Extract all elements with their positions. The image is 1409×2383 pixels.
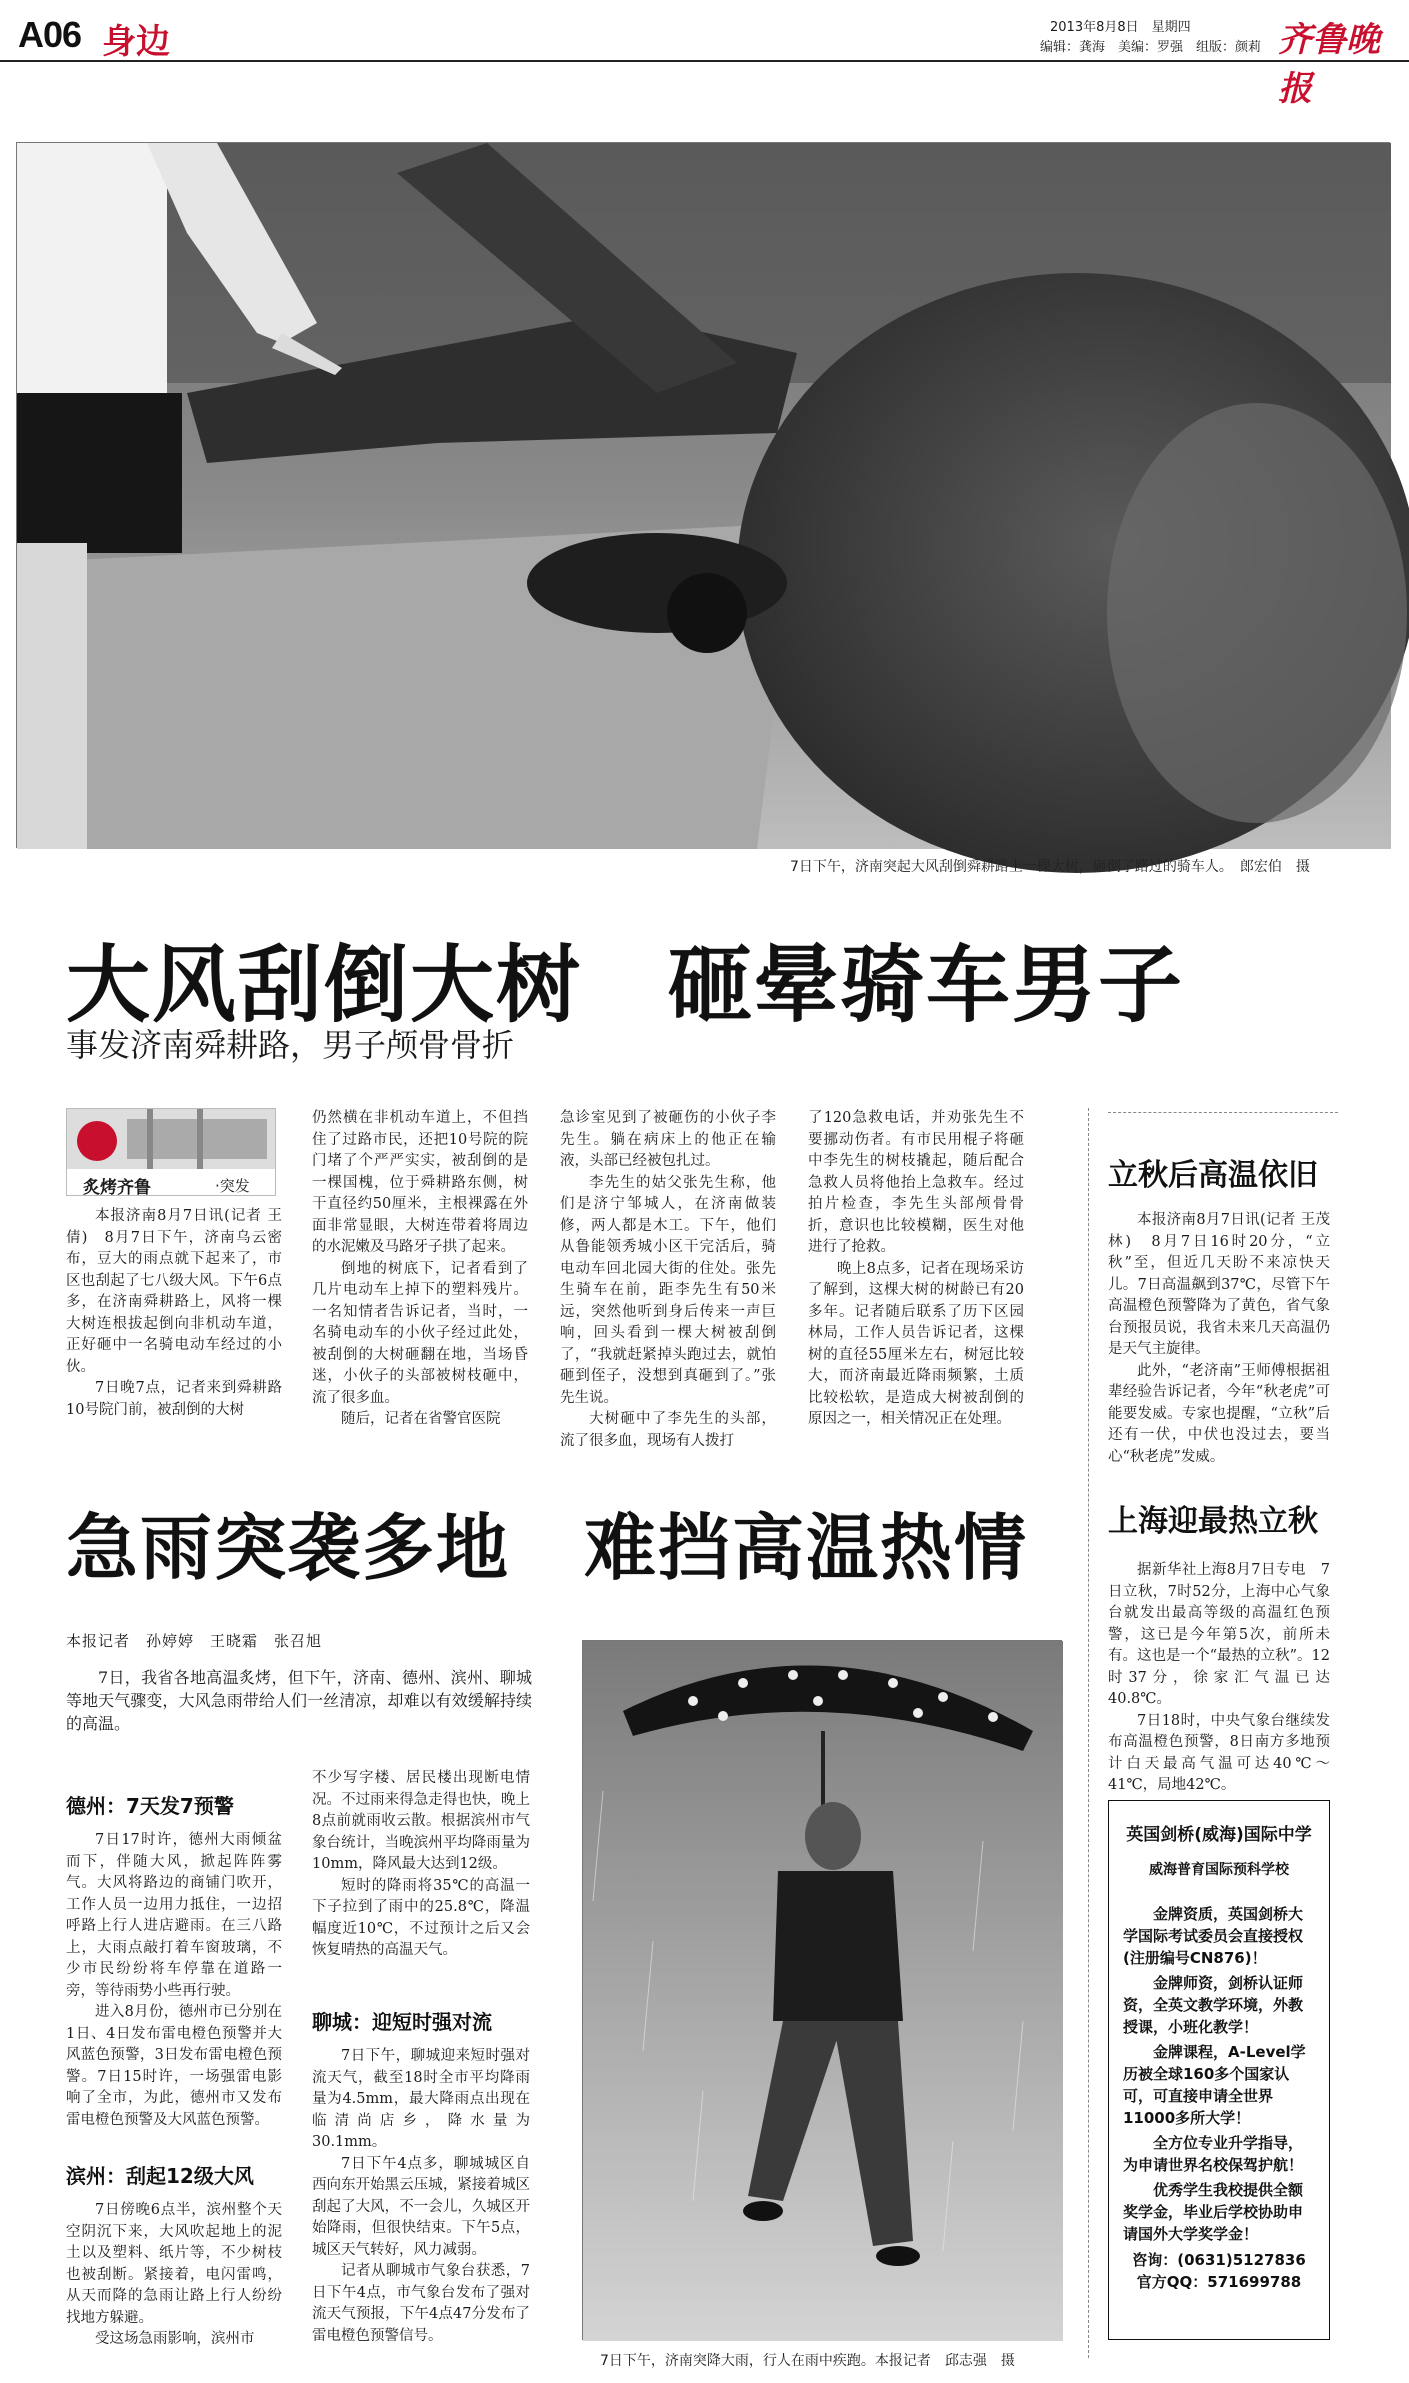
paragraph: 随后，记者在省警官医院 [341, 1411, 501, 1427]
fallen-tree-photo [16, 142, 1390, 848]
story1-column-4 [808, 1108, 1024, 1466]
story1-subheadline: 事发济南舜耕路，男子颅骨骨折 [66, 1026, 515, 1064]
paragraph: 此外，“老济南”王师傅根据祖辈经验告诉记者，今年“秋老虎”可能要发威。专家也提醒，“立秋”后还有一伏，中伏也没过去，要当心“秋老虎”发威。 [1108, 1362, 1330, 1465]
ad-paragraph: 金牌资质，英国剑桥大学国际考试委员会直接授权(注册编号CN876)！ [1123, 1905, 1304, 1967]
binzhou-subhead: 滨州：刮起12级大风 [66, 2164, 254, 2188]
story1-column-2 [312, 1108, 528, 1466]
section-name: 身边 [102, 22, 170, 62]
ad-subtitle: 威海普育国际预科学校 [1149, 1862, 1289, 1878]
photo2-caption: 7日下午，济南突降大雨，行人在雨中疾跑。本报记者 邱志强 摄 [600, 2353, 1015, 2369]
paragraph: 本报济南8月7日讯(记者 王茂林) 8月7日16时20分，“立秋”至，但近几天盼不来凉快天儿。7日高温飙到37℃，尽管下午高温橙色预警降为了黄色，省气象台预报员说，我省未来几天高温仍是天气主旋律。 [1108, 1212, 1330, 1357]
ad-paragraph: 金牌师资，剑桥认证师资，全英文教学环境，外教授课，小班化教学！ [1123, 1974, 1304, 2036]
story2-byline: 本报记者 孙婷婷 王晓霜 张召旭 [66, 1632, 323, 1650]
binzhou-continued [312, 1768, 530, 2008]
ad-title: 英国剑桥(威海)国际中学 [1126, 1825, 1312, 1845]
sidebar1-body [1108, 1210, 1330, 1470]
liaocheng-body [312, 2046, 530, 2372]
paragraph: 不少写字楼、居民楼出现断电情况。不过雨来得急走得也快，晚上8点前就雨收云散。根据滨州市气象台统计，当晚滨州平均降雨量为10mm，降风最大达到12级。 [312, 1770, 530, 1872]
heat-logo-icon [67, 1109, 275, 1169]
sidebar-top-rule [1108, 1112, 1338, 1113]
paragraph: 7日下午4点多，聊城城区自西向东开始黑云压城，紧接着城区刮起了大风，不一会儿，久城区开始降雨，但很快结束。下午5点，城区天气转好，风力减弱。 [312, 2155, 530, 2258]
paragraph: 了120急救电话，并劝张先生不要挪动伤者。有市民用棍子将砸中李先生的树枝撬起，随后配合急救人员将他抬上急救车。经过拍片检查，李先生头部颅骨骨折，意识也比较模糊，医生对他进行了抢救。 [808, 1110, 1024, 1255]
paragraph: 晚上8点多，记者在现场采访了解到，这棵大树的树龄已有20多年。记者随后联系了历下区园林局，工作人员告诉记者，这棵树的直径55厘米左右，树冠比较大，而济南最近降雨频繁，土质比较松软，是造成大树被刮倒的原因之一，相关情况正在处理。 [808, 1260, 1024, 1427]
sidebar1-title: 立秋后高温依旧 [1108, 1158, 1318, 1193]
page-number: A06 [18, 14, 82, 55]
editors-line: 编辑：龚海 美编：罗强 组版：颜莉 [1040, 40, 1262, 55]
paragraph: 受这场急雨影响，滨州市 [95, 2331, 255, 2347]
paragraph: 倒地的树底下，记者看到了几片电动车上掉下的塑料残片。一名知情者告诉记者，当时，一名骑电动车的小伙子经过此处，被刮倒的大树砸翻在地，当场昏迷，小伙子的头部被树枝砸中，流了很多血。 [312, 1260, 528, 1406]
rain-runner-photo-image [583, 1641, 1063, 2341]
story1-headline: 大风刮倒大树 砸晕骑车男子 [66, 936, 1185, 1034]
binzhou-body [66, 2200, 282, 2370]
story-logo [66, 1108, 276, 1196]
paragraph: 7日，我省各地高温炙烤，但下午，济南、德州、滨州、聊城等地天气骤变，大风急雨带给人们一丝清凉，却难以有效缓解持续的高温。 [66, 1668, 532, 1733]
date-line: 2013年8月8日 星期四 [1050, 20, 1191, 35]
liaocheng-subhead: 聊城：迎短时强对流 [312, 2010, 492, 2034]
paragraph: 短时的降雨将35℃的高温一下子拉到了雨中的25.8℃，降温幅度近10℃，不过预计之后又会恢复晴热的高温天气。 [312, 1877, 530, 1958]
sidebar2-body [1108, 1560, 1330, 1793]
ad-paragraph: 全方位专业升学指导，为申请世界名校保驾护航！ [1123, 2134, 1304, 2174]
story2-headline: 急雨突袭多地 难挡高温热情 [66, 1506, 1029, 1590]
sidebar-divider [1088, 1108, 1089, 2358]
paragraph: 本报济南8月7日讯(记者 王倩) 8月7日下午，济南乌云密布，豆大的雨点就下起来了，市区也刮起了七八级大风。下午6点多，在济南舜耕路上，风将一棵大树连根拔起倒向非机动车道，正好砸中一名骑电动车经过的小伙。 [66, 1208, 282, 1375]
masthead-logo: 齐鲁晚报 [1278, 20, 1380, 109]
story1-column-3 [560, 1108, 776, 1466]
photo1-caption: 7日下午，济南突起大风刮倒舜耕路上一棵大树，砸倒了路过的骑车人。 郎宏伯 摄 [790, 859, 1310, 875]
logo-tag: ·突发 [215, 1177, 250, 1195]
paragraph: 大树砸中了李先生的头部，流了很多血，现场有人拨打 [560, 1411, 776, 1449]
logo-text: 炙烤齐鲁 [83, 1178, 151, 1198]
paragraph: 7日17时许，德州大雨倾盆而下，伴随大风，掀起阵阵雾气。大风将路边的商铺门吹开，工作人员一边用力抵住，一边招呼路上行人进店避雨。在三八路上，大雨点敲打着车窗玻璃，不少市民纷纷将车停靠在道路一旁，等待雨势小些再行驶。 [66, 1832, 282, 1999]
paragraph: 7日傍晚6点半，滨州整个天空阴沉下来，大风吹起地上的泥土以及塑料、纸片等，不少树枝也被刮断。紧接着，电闪雷鸣，从天而降的急雨让路上行人纷纷找地方躲避。 [66, 2202, 282, 2326]
fallen-tree-photo-image [17, 143, 1391, 849]
dezhou-subhead: 德州：7天发7预警 [66, 1794, 234, 1818]
story1-column-1 [66, 1206, 282, 1466]
story2-lead [66, 1666, 532, 1746]
paragraph: 记者从聊城市气象台获悉，7日下午4点，市气象台发布了强对流天气预报，下午4点47分发布了雷电橙色预警信号。 [312, 2263, 530, 2344]
page-header [0, 0, 1409, 109]
ad-paragraph: 优秀学生我校提供全额奖学金，毕业后学校协助申请国外大学奖学金！ [1123, 2181, 1304, 2243]
school-advertisement [1108, 1800, 1330, 2340]
paragraph: 7日18时，中央气象台继续发布高温橙色预警，8日南方多地预计白天最高气温可达40℃～41℃，局地42℃。 [1108, 1712, 1330, 1793]
rain-runner-photo [582, 1640, 1062, 2340]
ad-qq: 官方QQ：571699788 [1136, 2273, 1302, 2291]
ad-phone: 咨询：(0631)5127836 [1132, 2251, 1306, 2269]
paragraph: 进入8月份，德州市已分别在1日、4日发布雷电橙色预警并大风蓝色预警，3日发布雷电橙色预警。7日15时许，一场强雷电影响了全市，为此，德州市又发布雷电橙色预警及大风蓝色预警。 [66, 2004, 282, 2128]
paragraph: 7日下午，聊城迎来短时强对流天气，截至18时全市平均降雨量为4.5mm，最大降雨点出现在临清尚店乡，降水量为30.1mm。 [312, 2048, 530, 2150]
sidebar2-title: 上海迎最热立秋 [1108, 1504, 1318, 1539]
paragraph: 李先生的姑父张先生称，他们是济宁邹城人，在济南做装修，两人都是木工。下午，他们从鲁能领秀城小区干完活后，骑电动车回北园大街的住处。张先生骑车在前，距李先生有50米远，突然他听到身后传来一声巨响，回头看到一棵大树被刮倒了，“我就赶紧掉头跑过去，就怕砸到侄子，没想到真砸到了。”张先生说。 [560, 1174, 776, 1406]
ad-paragraph: 金牌课程，A-Level学历被全球160多个国家认可，可直接申请全世界11000多所大学！ [1123, 2043, 1306, 2127]
paragraph: 7日晚7点，记者来到舜耕路10号院门前，被刮倒的大树 [66, 1380, 282, 1418]
paragraph: 急诊室见到了被砸伤的小伙子李先生。躺在病床上的他正在输液，头部已经被包扎过。 [560, 1110, 776, 1169]
paragraph: 仍然横在非机动车道上，不但挡住了过路市民，还把10号院的院门堵了个严严实实，被刮倒的是一棵国槐，位于舜耕路东侧，树干直径约50厘米，主根裸露在外面非常显眼，大树连带着将周边的水泥嫩及马路牙子拱了起来。 [312, 1110, 528, 1255]
dezhou-body [66, 1830, 282, 2150]
paragraph: 据新华社上海8月7日专电 7日立秋，7时52分，上海中心气象台就发出最高等级的高温红色预警，这已是今年第5次，前所未有。这也是一个“最热的立秋”。12时37分，徐家汇气温已达40.8℃。 [1108, 1562, 1330, 1707]
